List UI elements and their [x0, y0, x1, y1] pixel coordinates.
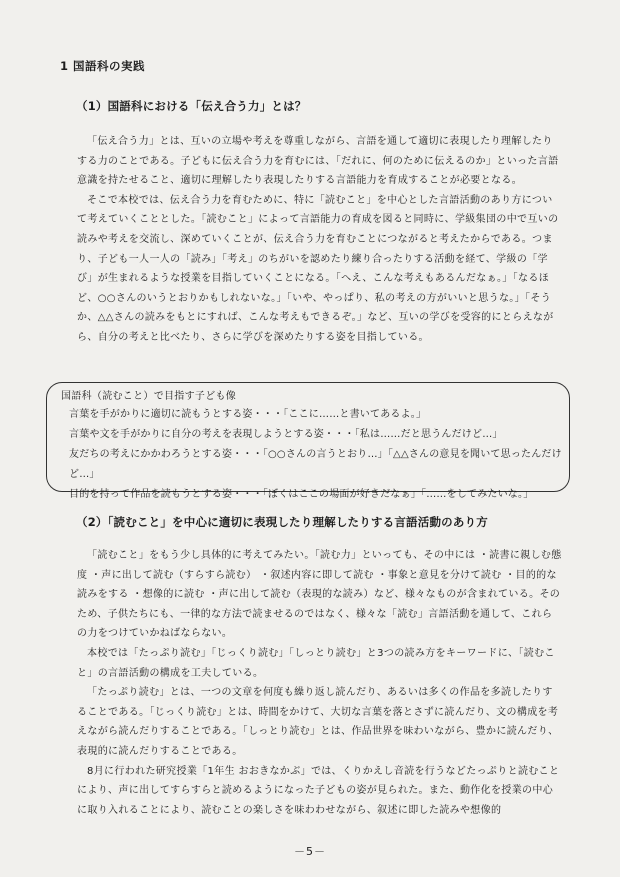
page-number: －5－: [294, 845, 326, 858]
paragraph: そこで本校では、伝え合う力を育むために、特に「読むこと」を中心とした言語活動のあり方について考えていくこととした。「読むこと」によって言語能力の育成を図ると同時に、学級集団の中で互いの読みや考えを交流し、深めていくことが、伝え合う力を育むことにつながると考えたからである。つまり、子ども一人一人の「読み」「考え」のちがいを認めたり練り合ったりする活動を経て、学級の「学び」が生まれるような授業を目指していくことになる。「へえ、こんな考えもあるんだなぁ。」「なるほど、○○さんのいうとおりかもしれないな。」「いや、やっぱり、私の考えの方がいいと思うな。」「そうか、△△さんの読みをもとにすれば、こんな考えもできるぞ。」など、互いの学びを受容的にとらえながら、自分の考えと比べたり、さらに学びを深めたりする姿を目指している。: [77, 194, 559, 343]
section-title: 1 国語科の実践: [60, 59, 146, 73]
box-item: 言葉や文を手がかりに自分の考えを表現しようとする姿・・・「私は……だと思うんだけど…」: [69, 429, 503, 440]
paragraph: 「伝え合う力」とは、互いの立場や考えを尊重しながら、言語を通して適切に表現したり理解したりする力のことである。子どもに伝え合う力を育むには、「だれに、何のために伝えるのか」といった言語意識を持たせること、適切に理解したり表現したりする言語能力を育成することが必要となる。: [77, 136, 559, 187]
box-title: 国語科（読むこと）で目指す子ども像: [61, 391, 237, 402]
paragraph: 8月に行われた研究授業「1年生 おおきなかぶ」では、くりかえし音読を行うなどたっぷりと読むことにより、声に出してすらすらと読めるようになった子どもの姿が見られた。また、動作化を授業の中心に取り入れることにより、読むことの楽しさを味わわせながら、叙述に即した読みや想像的: [77, 765, 560, 816]
box-item: 言葉を手がかりに適切に読もうとする姿・・・「ここに……と書いてあるよ。」: [69, 409, 427, 420]
subsection-heading-1: （1）国語科における「伝え合う力」とは？: [76, 99, 307, 113]
box-item: 目的を持って作品を読もうとする姿・・・「ぼくはここの場面が好きだなぁ」「……をしてみたいな。」: [69, 489, 534, 500]
paragraph: 「読むこと」をもう少し具体的に考えてみたい。「読む力」といっても、その中には ・読書に親しむ態度 ・声に出して読む（すらすら読む） ・叙述内容に即して読む ・事象と意見を分けて読む ・目的的な読みをする ・想像的に読む ・声に出して読む（表現的な読み）など、様々なものが含まれている。そのため、子供たちにも、一律的な方法で読ませるのではなく、様々な「読む」言語活動を通して、これらの力をつけていかねばならない。: [77, 550, 562, 640]
subsection-1-body: [77, 132, 562, 348]
subsection-heading-2: （2）「読むこと」を中心に適切に表現したり理解したりする言語活動のあり方: [76, 515, 488, 529]
target-child-image-box: [46, 382, 570, 500]
subsection-2-body: [77, 546, 562, 820]
paragraph: 本校では「たっぷり読む」「じっくり読む」「しっとり読む」と3つの読み方をキーワードに、「読むこと」の言語活動の構成を工夫している。: [77, 647, 555, 679]
box-list: [69, 405, 569, 505]
box-item: 友だちの考えにかかわろうとする姿・・・「○○さんの言うとおり…」「△△さんの意見を聞いて思ったんだけど…」: [69, 449, 562, 480]
paragraph: 「たっぷり読む」とは、一つの文章を何度も繰り返し読んだり、あるいは多くの作品を多読したりすることである。「じっくり読む」とは、時間をかけて、大切な言葉を落とさずに読んだり、文の構成を考えながら読んだりすることである。「しっとり読む」とは、作品世界を味わいながら、豊かに読んだり、表現的に読んだりすることである。: [77, 687, 559, 757]
